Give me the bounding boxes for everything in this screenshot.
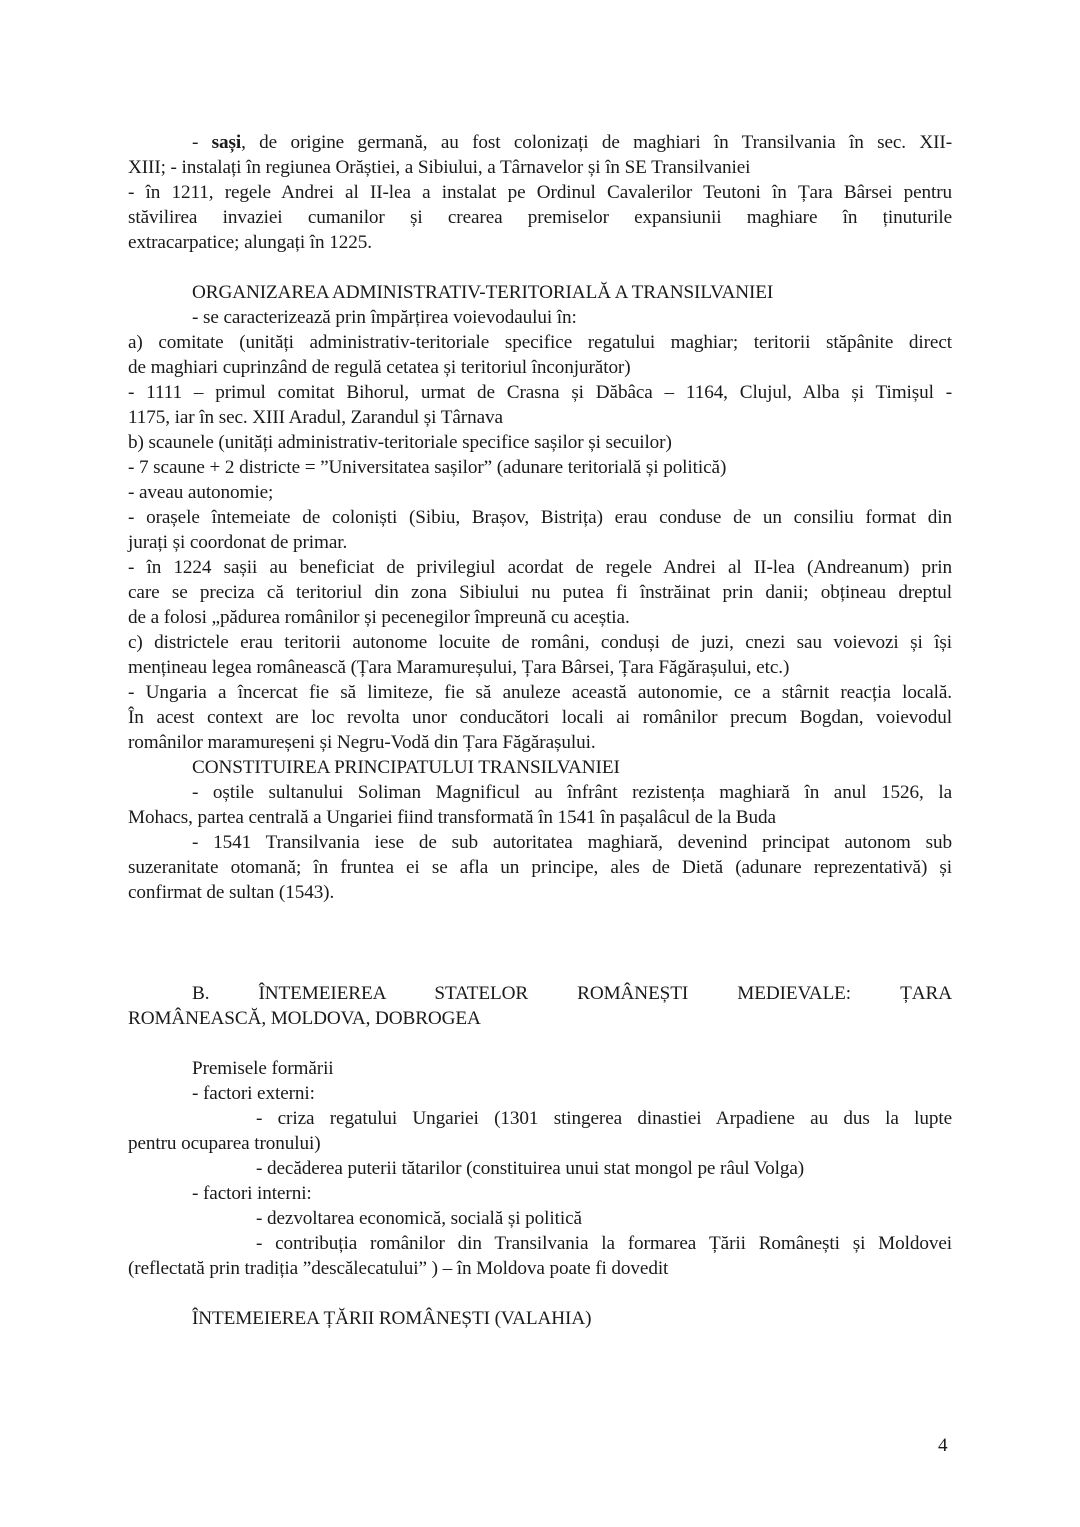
sasi-line-1-rest: , de origine germană, au fost colonizați de maghiari în Transilvania în sec. XII-	[241, 132, 952, 153]
organizare-line: - 7 scaune + 2 districte = ”Universitatea sașilor” (adunare teritorială și politică)	[128, 457, 727, 478]
constituirea-line: suzeranitate otomană; în fruntea ei se afla un principe, ales de Dietă (adunare reprezentativă) și	[128, 857, 952, 878]
internal-factor-1: - dezvoltarea economică, socială și politică	[256, 1208, 582, 1229]
constituirea-heading: CONSTITUIREA PRINCIPATULUI TRANSILVANIEI	[192, 757, 620, 778]
section-b-heading-line-2: ROMÂNEASCĂ, MOLDOVA, DOBROGEA	[128, 1008, 481, 1029]
organizare-line: - 1111 – primul comitat Bihorul, urmat de Crasna și Dăbâca – 1164, Clujul, Alba și Timișul -	[128, 382, 952, 403]
page-number: 4	[938, 1435, 948, 1456]
organizare-line: românilor maramureșeni și Negru-Vodă din Țara Făgărașului.	[128, 732, 596, 753]
organizare-line: În acest context are loc revolta unor conducători locali ai românilor precum Bogdan, voievodul	[128, 707, 952, 728]
organizare-line: - orașele întemeiate de coloniști (Sibiu, Brașov, Bistrița) erau conduse de un consiliu format din	[128, 507, 952, 528]
organizare-line: de maghiari cuprinzând de regulă cetatea și teritoriul înconjurător)	[128, 357, 631, 378]
external-factor-2: - decăderea puterii tătarilor (constituirea unui stat mongol pe râul Volga)	[256, 1158, 805, 1179]
valahia-heading: ÎNTEMEIEREA ȚĂRII ROMÂNEȘTI (VALAHIA)	[192, 1308, 592, 1329]
sasi-line-3: - în 1211, regele Andrei al II-lea a instalat pe Ordinul Cavalerilor Teutoni în Țara Bârsei pentru	[128, 182, 952, 203]
sasi-line-2: XIII; - instalați în regiunea Orăștiei, a Sibiului, a Târnavelor și în SE Transilvaniei	[128, 157, 751, 178]
external-factor-1-cont: pentru ocuparea tronului)	[128, 1133, 321, 1154]
external-factor-1: - criza regatului Ungariei (1301 stingerea dinastiei Arpadiene au dus la lupte	[256, 1108, 952, 1129]
organizare-line: c) districtele erau teritorii autonome locuite de români, conduși de juzi, cnezi sau voievozi și își	[128, 632, 952, 653]
organizare-line: - Ungaria a încercat fie să limiteze, fie să anuleze această autonomie, ce a stârnit reacția locală.	[128, 682, 952, 703]
organizare-line: b) scaunele (unități administrativ-teritoriale specifice sașilor și secuilor)	[128, 432, 672, 453]
organizare-line: - în 1224 sașii au beneficiat de privilegiul acordat de regele Andrei al II-lea (Andreanum) prin	[128, 557, 952, 578]
organizare-line: - se caracterizează prin împărțirea voievodaului în:	[192, 307, 577, 328]
organizare-line: mențineau legea românească (Țara Maramureșului, Țara Bârsei, Țara Făgărașului, etc.)	[128, 657, 790, 678]
organizare-line: - aveau autonomie;	[128, 482, 274, 503]
sasi-line-1	[192, 130, 952, 155]
internal-factor-2: - contribuția românilor din Transilvania la formarea Țării Românești și Moldovei	[256, 1233, 952, 1254]
organizare-line: 1175, iar în sec. XIII Aradul, Zarandul și Târnava	[128, 407, 503, 428]
internal-factors-label: - factori interni:	[192, 1183, 312, 1204]
dash: -	[192, 132, 212, 153]
organizare-heading: ORGANIZAREA ADMINISTRATIV-TERITORIALĂ A TRANSILVANIEI	[192, 282, 774, 303]
sasi-line-4: stăvilirea invaziei cumanilor și crearea premiselor expansiunii maghiare în ținuturile	[128, 207, 952, 228]
organizare-line: care se preciza că teritoriul din zona Sibiului nu putea fi înstrăinat prin danii; obțineau dreptul	[128, 582, 952, 603]
internal-factor-2-cont: (reflectată prin tradiția ”descălecatului” ) – în Moldova poate fi dovedit	[128, 1258, 669, 1279]
organizare-line: jurați și coordonat de primar.	[128, 532, 348, 553]
constituirea-line: - 1541 Transilvania iese de sub autoritatea maghiară, devenind principat autonom sub	[192, 832, 952, 853]
external-factors-label: - factori externi:	[192, 1083, 315, 1104]
organizare-line: de a folosi „pădurea românilor și pecenegilor împreună cu aceștia.	[128, 607, 630, 628]
constituirea-line: confirmat de sultan (1543).	[128, 882, 335, 903]
section-b-heading-line-1: B. ÎNTEMEIEREA STATELOR ROMÂNEȘTI MEDIEVALE: ȚARA	[192, 983, 952, 1004]
organizare-line: a) comitate (unități administrativ-teritoriale specifice regatului maghiar; teritorii stăpânite direct	[128, 332, 952, 353]
sasi-bold-term: sași	[211, 132, 242, 153]
sasi-line-5: extracarpatice; alungați în 1225.	[128, 232, 372, 253]
constituirea-line: - oștile sultanului Soliman Magnificul au înfrânt rezistența maghiară în anul 1526, la	[192, 782, 952, 803]
constituirea-line: Mohacs, partea centrală a Ungariei fiind transformată în 1541 în pașalâcul de la Buda	[128, 807, 776, 828]
premise-title: Premisele formării	[192, 1058, 334, 1079]
